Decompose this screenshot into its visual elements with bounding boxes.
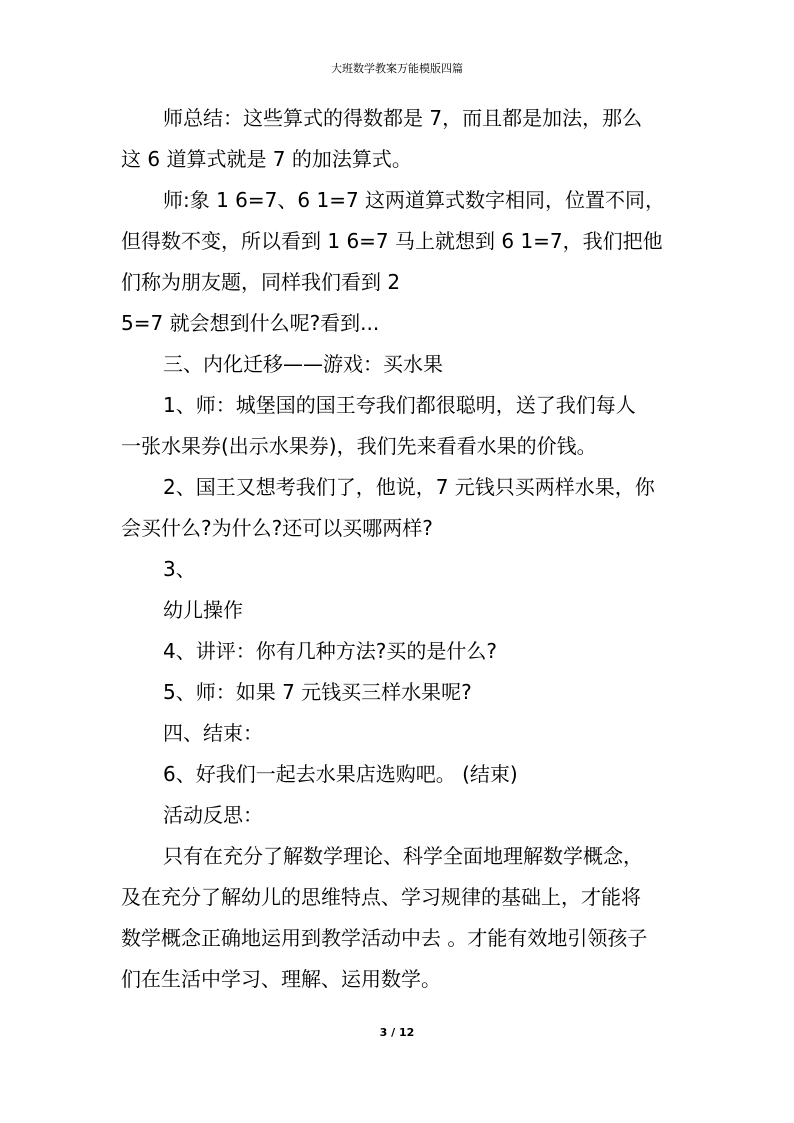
paragraph-line: 们称为朋友题，同样我们看到 2	[121, 270, 401, 294]
paragraph-line: 们在生活中学习、理解、运用数学。	[121, 967, 441, 991]
paragraph-line: 但得数不变，所以看到 1 6=7 马上就想到 6 1=7，我们把他	[121, 229, 663, 253]
paragraph-line: 师总结：这些算式的得数都是 7，而且都是加法，那么	[163, 106, 643, 130]
paragraph-line: 2、国王又想考我们了，他说，7 元钱只买两样水果，你	[163, 475, 655, 499]
section-heading: 活动反思：	[163, 803, 263, 827]
document-body	[121, 98, 691, 1000]
paragraph-line: 及在充分了解幼儿的思维特点、学习规律的基础上，才能将	[121, 885, 641, 909]
paragraph-line: 5=7 就会想到什么呢?看到...	[121, 311, 380, 335]
page-number: 3 / 12	[379, 1026, 415, 1039]
paragraph-line: 只有在充分了解数学理论、科学全面地理解数学概念，	[163, 844, 643, 868]
section-heading: 三、内化迁移——游戏：买水果	[163, 352, 443, 376]
page-header: 大班数学教案万能模版四篇	[331, 62, 463, 75]
paragraph-line: 6、好我们一起去水果店选购吧。 (结束)	[163, 762, 518, 786]
paragraph-line: 会买什么?为什么?还可以买哪两样?	[121, 516, 433, 540]
paragraph-line: 数学概念正确地运用到教学活动中去 。才能有效地引领孩子	[121, 926, 648, 950]
paragraph-line: 这 6 道算式就是 7 的加法算式。	[121, 147, 412, 171]
paragraph-line: 5、师：如果 7 元钱买三样水果呢?	[163, 680, 472, 704]
paragraph-line: 师:象 1 6=7、6 1=7 这两道算式数字相同，位置不同，	[163, 188, 666, 212]
paragraph-line: 3、	[163, 557, 196, 581]
paragraph-line: 4、讲评：你有几种方法?买的是什么?	[163, 639, 497, 663]
section-heading: 四、结束：	[163, 721, 263, 745]
paragraph-line: 幼儿操作	[163, 598, 243, 622]
paragraph-line: 一张水果券(出示水果券)，我们先来看看水果的价钱。	[121, 434, 597, 458]
paragraph-line: 1、师：城堡国的国王夸我们都很聪明，送了我们每人	[163, 393, 636, 417]
